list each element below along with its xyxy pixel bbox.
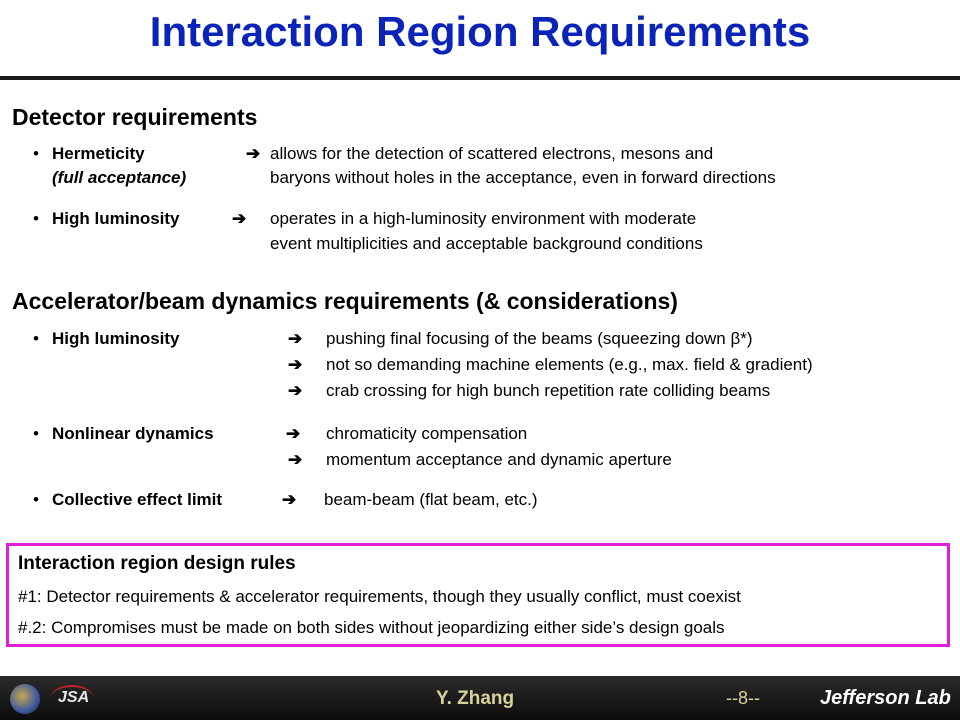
accel-luminosity-line-3: crab crossing for high bunch repetition rate colliding beams (326, 381, 771, 400)
hermeticity-line-1: allows for the detection of scattered electrons, mesons and (270, 144, 714, 163)
footer-author: Y. Zhang (436, 688, 515, 709)
collective-label: Collective effect limit (52, 490, 223, 509)
collective-line-1: beam-beam (flat beam, etc.) (324, 490, 538, 509)
nonlinear-label: Nonlinear dynamics (52, 424, 214, 443)
arrow-icon: ➔ (282, 490, 297, 509)
doe-seal-logo (10, 684, 40, 714)
detector-luminosity-line-2: event multiplicities and acceptable background conditions (270, 234, 703, 253)
arrow-icon: ➔ (286, 424, 301, 443)
accel-luminosity-label: High luminosity (52, 329, 180, 348)
footer-page-number: --8-- (726, 688, 760, 708)
arrow-icon: ➔ (288, 329, 303, 348)
accelerator-heading: Accelerator/beam dynamics requirements (& considerations) (12, 288, 678, 314)
bullet-icon: • (33, 329, 39, 348)
title-divider (0, 76, 960, 80)
hermeticity-sublabel: (full acceptance) (52, 168, 187, 187)
arrow-icon: ➔ (246, 144, 261, 163)
nonlinear-line-2: momentum acceptance and dynamic aperture (326, 450, 672, 469)
hermeticity-label: Hermeticity (52, 144, 145, 163)
arrow-icon: ➔ (232, 209, 247, 228)
jefferson-lab-logo: Jefferson Lab (820, 687, 951, 709)
jsa-logo (50, 685, 96, 713)
bullet-icon: • (33, 490, 39, 509)
accel-luminosity-line-1: pushing final focusing of the beams (squeezing down β*) (326, 329, 753, 348)
detector-luminosity-label: High luminosity (52, 209, 180, 228)
page-title: Interaction Region Requirements (149, 8, 811, 55)
bullet-icon: • (33, 209, 39, 228)
accel-luminosity-line-2: not so demanding machine elements (e.g., max. field & gradient) (326, 355, 813, 374)
bullet-icon: • (33, 144, 39, 163)
hermeticity-line-2: baryons without holes in the acceptance, even in forward directions (270, 168, 776, 187)
arrow-icon: ➔ (288, 450, 303, 469)
jsa-logo-text: JSA (58, 689, 90, 706)
arrow-icon: ➔ (288, 381, 303, 400)
design-rule-2: #.2: Compromises must be made on both sides without jeopardizing either side’s design goals (18, 618, 725, 637)
design-rules-heading: Interaction region design rules (18, 553, 296, 574)
design-rule-1: #1: Detector requirements & accelerator requirements, though they usually conflict, must coexist (18, 587, 741, 606)
footer-bar (0, 676, 960, 720)
detector-luminosity-line-1: operates in a high-luminosity environment with moderate (270, 209, 697, 228)
title-bar (0, 0, 960, 82)
nonlinear-line-1: chromaticity compensation (326, 424, 528, 443)
bullet-icon: • (33, 424, 39, 443)
arrow-icon: ➔ (288, 355, 303, 374)
detector-heading: Detector requirements (12, 104, 258, 130)
